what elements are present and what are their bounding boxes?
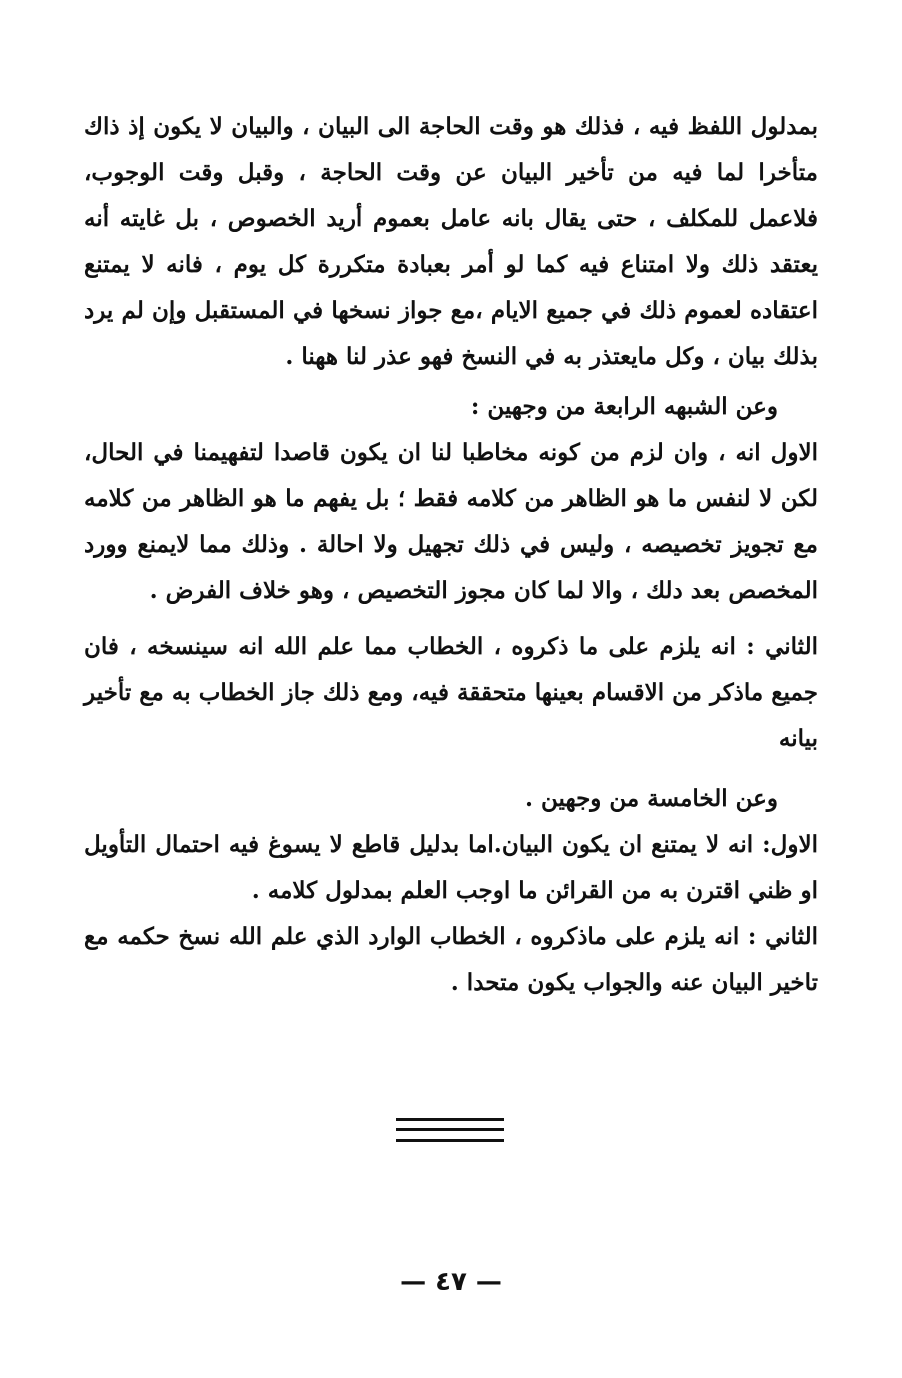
body-text bbox=[84, 104, 818, 1006]
page-number: — ٤٧ — bbox=[400, 1267, 502, 1297]
paragraph-fifth-objection-heading: وعن الخامسة من وجهين . bbox=[525, 785, 778, 812]
paragraph-opening: بمدلول اللفظ فيه ، فذلك هو وقت الحاجة الى البيان ، والبيان لا يكون إذ ذاك متأخرا لما فيه من تأخير البيان عن وقت الحاجة ، وقبل وقت الوجوب، فلاعمل للمكلف ، حتى يقال بانه عامل بعموم أريد الخصوص ، بل غايته أنه يعتقد ذلك ولا امتناع فيه كما لو أمر بعبادة متكررة كل يوم ، فانه لا يمتنع اعتقاده لعموم ذلك في جميع الايام ،مع جواز نسخها في المستقبل وإن لم يرد بذلك بيان ، وكل مايعتذر به في النسخ فهو عذر لنا ههنا . bbox=[84, 113, 818, 370]
paragraph-fourth-objection-heading: وعن الشبهه الرابعة من وجهين : bbox=[470, 393, 778, 420]
paragraph-fifth-first-answer: الاول: انه لا يمتنع ان يكون البيان.اما بدليل قاطع لا يسوغ فيه احتمال التأويل او ظني اقترن به من القرائن ما اوجب العلم بمدلول كلامه . bbox=[84, 831, 818, 904]
section-divider bbox=[396, 1118, 504, 1144]
paragraph-fourth-first-answer: الاول انه ، وان لزم من كونه مخاطبا لنا ان يكون قاصدا لتفهيمنا في الحال، لكن لا لنفس ما هو الظاهر من كلامه فقط ؛ بل يفهم ما هو الظاهر من كلامه مع تجويز تخصيصه ، وليس في ذلك تجهيل ولا احالة . وذلك مما لايمنع وورد المخصص بعد دلك ، والا لما كان مجوز التخصيص ، وهو خلاف الفرض . bbox=[84, 439, 818, 604]
divider-line bbox=[396, 1118, 504, 1121]
divider-line bbox=[396, 1128, 504, 1131]
paragraph-fourth-second-answer: الثاني : انه يلزم على ما ذكروه ، الخطاب مما علم الله انه سينسخه ، فان جميع ماذكر من الاقسام بعينها متحققة فيه، ومع ذلك جاز الخطاب به مع تأخير بيانه bbox=[84, 633, 818, 752]
paragraph-fifth-second-answer: الثاني : انه يلزم على ماذكروه ، الخطاب الوارد الذي علم الله نسخ حكمه مع تاخير البيان عنه والجواب يكون متحدا . bbox=[84, 923, 818, 996]
divider-line bbox=[396, 1139, 504, 1142]
